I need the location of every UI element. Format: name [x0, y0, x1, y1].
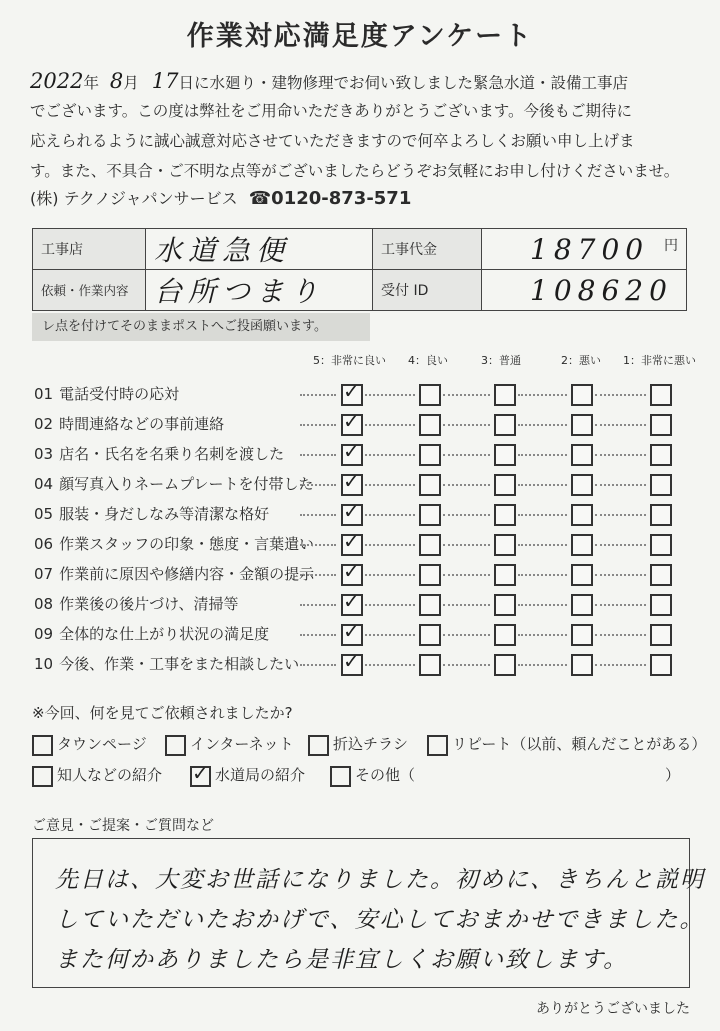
rating-checkbox-3[interactable]	[494, 594, 516, 616]
rating-checkbox-4[interactable]	[419, 564, 441, 586]
dotted-leader	[443, 394, 490, 396]
rating-checkbox-4[interactable]	[419, 384, 441, 406]
rating-checkbox-1[interactable]	[650, 414, 672, 436]
rating-checkbox-1[interactable]	[650, 564, 672, 586]
question-text: 今後、作業・工事をまた相談したい	[59, 655, 300, 673]
check-mark: ✓	[343, 499, 360, 523]
question-number: 05	[34, 505, 54, 523]
scale-2: 2：悪い	[561, 354, 601, 367]
dotted-leader	[595, 574, 646, 576]
rating-checkbox-4[interactable]	[419, 534, 441, 556]
question-row	[34, 653, 299, 674]
question-number: 07	[34, 565, 54, 583]
rating-checkbox-3[interactable]	[494, 384, 516, 406]
question-row	[34, 383, 179, 404]
handwritten-year: 2022	[30, 69, 84, 93]
question-row	[34, 473, 314, 494]
comment-line-1: 先日は、大変お世話になりました。初めに、きちんと説明	[55, 867, 705, 893]
check-mark: ✓	[343, 379, 360, 403]
rating-checkbox-2[interactable]	[571, 564, 593, 586]
dotted-leader	[365, 424, 415, 426]
question-text: 作業前に原因や修繕内容・金額の提示	[59, 565, 315, 583]
rating-checkbox-4[interactable]	[419, 504, 441, 526]
dotted-leader	[595, 634, 646, 636]
source-checkbox[interactable]	[32, 735, 53, 756]
dotted-leader	[365, 604, 415, 606]
dotted-leader	[300, 394, 336, 396]
source-option-label: タウンページ	[57, 735, 147, 753]
source-checkbox[interactable]	[427, 735, 448, 756]
source-option-label: 知人などの紹介	[57, 766, 163, 784]
cost-unit: 円	[664, 238, 678, 254]
id-label: 受付 ID	[373, 270, 482, 311]
source-question: ※今回、何を見てご依頼されましたか?	[32, 704, 293, 722]
source-option-label: インターネット	[190, 735, 294, 753]
intro-line-3: 応えられるように誠心誠意対応させていただきますので何卒よろしくお願い申し上げま	[30, 132, 635, 150]
dotted-leader	[300, 454, 336, 456]
dotted-leader	[518, 394, 567, 396]
dotted-leader	[443, 514, 490, 516]
rating-checkbox-2[interactable]	[571, 624, 593, 646]
cost-label: 工事代金	[373, 229, 482, 270]
dotted-leader	[300, 514, 336, 516]
dotted-leader	[365, 514, 415, 516]
rating-checkbox-4[interactable]	[419, 474, 441, 496]
rating-checkbox-1[interactable]	[650, 654, 672, 676]
dotted-leader	[595, 544, 646, 546]
question-row	[34, 413, 224, 434]
footer-thanks: ありがとうございました	[536, 1001, 690, 1017]
job-info-table	[32, 228, 687, 311]
check-mark: ✓	[343, 439, 360, 463]
source-checkbox[interactable]	[330, 766, 351, 787]
scale-5: 5：非常に良い	[313, 354, 386, 367]
dotted-leader	[443, 634, 490, 636]
check-mark: ✓	[343, 469, 360, 493]
comment-line-3: また何かありましたら是非宜しくお願い致します。	[55, 947, 629, 973]
dotted-leader	[300, 424, 336, 426]
cost-value: 18700	[530, 232, 650, 266]
rating-checkbox-1[interactable]	[650, 594, 672, 616]
rating-checkbox-3[interactable]	[494, 624, 516, 646]
dotted-leader	[518, 634, 567, 636]
question-row	[34, 593, 239, 614]
intro-line-2: でございます。この度は弊社をご用命いただきありがとうございます。今後もご期待に	[30, 102, 633, 120]
dotted-leader	[595, 604, 646, 606]
rating-checkbox-1[interactable]	[650, 504, 672, 526]
rating-checkbox-4[interactable]	[419, 594, 441, 616]
source-checkbox[interactable]	[165, 735, 186, 756]
handwritten-day: 17	[151, 69, 179, 93]
dotted-leader	[443, 544, 490, 546]
dotted-leader	[300, 544, 336, 546]
rating-checkbox-2[interactable]	[571, 444, 593, 466]
question-text: 店名・氏名を名乗り名刺を渡した	[59, 445, 285, 463]
rating-checkbox-3[interactable]	[494, 414, 516, 436]
source-option-label: その他（	[355, 766, 416, 784]
dotted-leader	[365, 544, 415, 546]
shop-label: 工事店	[33, 229, 146, 270]
rating-checkbox-2[interactable]	[571, 534, 593, 556]
rating-checkbox-4[interactable]	[419, 624, 441, 646]
rating-checkbox-2[interactable]	[571, 594, 593, 616]
dotted-leader	[518, 424, 567, 426]
comment-line-2: していただいたおかげで、安心しておまかせできました。	[55, 907, 705, 933]
dotted-leader	[518, 574, 567, 576]
question-number: 01	[34, 385, 54, 403]
question-row	[34, 503, 269, 524]
dotted-leader	[595, 394, 646, 396]
rating-checkbox-1[interactable]	[650, 474, 672, 496]
page-title: 作業対応満足度アンケート	[186, 21, 534, 52]
dotted-leader	[365, 574, 415, 576]
rating-checkbox-2[interactable]	[571, 504, 593, 526]
rating-checkbox-1[interactable]	[650, 384, 672, 406]
dotted-leader	[365, 634, 415, 636]
rating-checkbox-4[interactable]	[419, 444, 441, 466]
dotted-leader	[365, 454, 415, 456]
question-row	[34, 623, 269, 644]
question-text: 全体的な仕上がり状況の満足度	[59, 625, 270, 643]
rating-checkbox-3[interactable]	[494, 654, 516, 676]
dotted-leader	[443, 454, 490, 456]
check-mark: ✓	[192, 761, 209, 785]
handwritten-month: 8	[109, 69, 124, 93]
rating-checkbox-4[interactable]	[419, 654, 441, 676]
rating-checkbox-3[interactable]	[494, 534, 516, 556]
source-checkbox[interactable]	[32, 766, 53, 787]
dotted-leader	[443, 574, 490, 576]
dotted-leader	[443, 484, 490, 486]
question-number: 08	[34, 595, 54, 613]
scale-4: 4：良い	[408, 354, 448, 367]
check-mark: ✓	[343, 529, 360, 553]
intro-line-4: す。また、不具合・ご不明な点等がございましたらどうぞお気軽にお申し付けくださいませ。	[30, 162, 680, 180]
question-row	[34, 443, 284, 464]
question-text: 服装・身だしなみ等清潔な格好	[59, 505, 270, 523]
dotted-leader	[595, 424, 646, 426]
rating-checkbox-2[interactable]	[571, 414, 593, 436]
dotted-leader	[443, 424, 490, 426]
rating-checkbox-2[interactable]	[571, 474, 593, 496]
question-text: 作業後の後片づけ、清掃等	[59, 595, 239, 613]
question-number: 06	[34, 535, 54, 553]
work-label: 依頼・作業内容	[33, 270, 146, 311]
check-mark: ✓	[343, 559, 360, 583]
check-mark: ✓	[343, 649, 360, 673]
dotted-leader	[518, 454, 567, 456]
dotted-leader	[365, 394, 415, 396]
dotted-leader	[595, 514, 646, 516]
rating-checkbox-1[interactable]	[650, 444, 672, 466]
question-number: 03	[34, 445, 54, 463]
rating-checkbox-1[interactable]	[650, 624, 672, 646]
dotted-leader	[518, 484, 567, 486]
question-row	[34, 563, 314, 584]
dotted-leader	[300, 664, 336, 666]
dotted-leader	[300, 634, 336, 636]
dotted-leader	[518, 664, 567, 666]
scale-1: 1：非常に悪い	[623, 354, 696, 367]
dotted-leader	[300, 484, 336, 486]
question-number: 10	[34, 655, 54, 673]
source-option-label: リピート（以前、頼んだことがある）	[452, 735, 707, 753]
rating-checkbox-2[interactable]	[571, 384, 593, 406]
source-option-label: 水道局の紹介	[215, 766, 306, 784]
check-mark: ✓	[343, 619, 360, 643]
question-text: 顔写真入りネームプレートを付帯した	[59, 475, 314, 493]
question-number: 04	[34, 475, 54, 493]
dotted-leader	[518, 514, 567, 516]
check-mark: ✓	[343, 589, 360, 613]
dotted-leader	[443, 664, 490, 666]
dotted-leader	[595, 664, 646, 666]
question-row	[34, 533, 314, 554]
question-text: 時間連絡などの事前連絡	[59, 415, 225, 433]
comment-label: ご意見・ご提案・ご質問など	[32, 818, 214, 834]
question-number: 09	[34, 625, 54, 643]
company-name: (株) テクノジャパンサービス	[30, 189, 238, 208]
dotted-leader	[443, 604, 490, 606]
rating-checkbox-3[interactable]	[494, 564, 516, 586]
rating-checkbox-3[interactable]	[494, 474, 516, 496]
dotted-leader	[300, 574, 336, 576]
company-info	[30, 186, 411, 209]
dotted-leader	[595, 484, 646, 486]
rating-checkbox-4[interactable]	[419, 414, 441, 436]
dotted-leader	[518, 604, 567, 606]
dotted-leader	[365, 664, 415, 666]
other-close-paren: ）	[665, 766, 681, 784]
id-value: 108620	[530, 273, 673, 307]
work-value: 台所つまり	[154, 275, 325, 308]
dotted-leader	[300, 604, 336, 606]
question-text: 作業スタッフの印象・態度・言葉遣い	[59, 535, 315, 553]
dotted-leader	[595, 454, 646, 456]
dotted-leader	[365, 484, 415, 486]
rating-checkbox-3[interactable]	[494, 444, 516, 466]
rating-checkbox-2[interactable]	[571, 654, 593, 676]
company-tel: ☎0120-873-571	[248, 188, 412, 209]
shop-value: 水道急便	[154, 234, 291, 267]
instruction-banner: レ点を付けてそのままポストへご投函願います。	[32, 313, 370, 341]
rating-checkbox-3[interactable]	[494, 504, 516, 526]
comment-box	[32, 838, 705, 988]
dotted-leader	[518, 544, 567, 546]
scale-3: 3：普通	[481, 354, 521, 367]
intro-line-1: 2022年 8月 17日に水廻り・建物修理でお伺い致しました緊急水道・設備工事店	[30, 69, 628, 93]
source-checkbox[interactable]	[308, 735, 329, 756]
check-mark: ✓	[343, 409, 360, 433]
question-number: 02	[34, 415, 54, 433]
source-option-label: 折込チラシ	[333, 735, 409, 753]
rating-checkbox-1[interactable]	[650, 534, 672, 556]
question-text: 電話受付時の応対	[59, 385, 180, 403]
